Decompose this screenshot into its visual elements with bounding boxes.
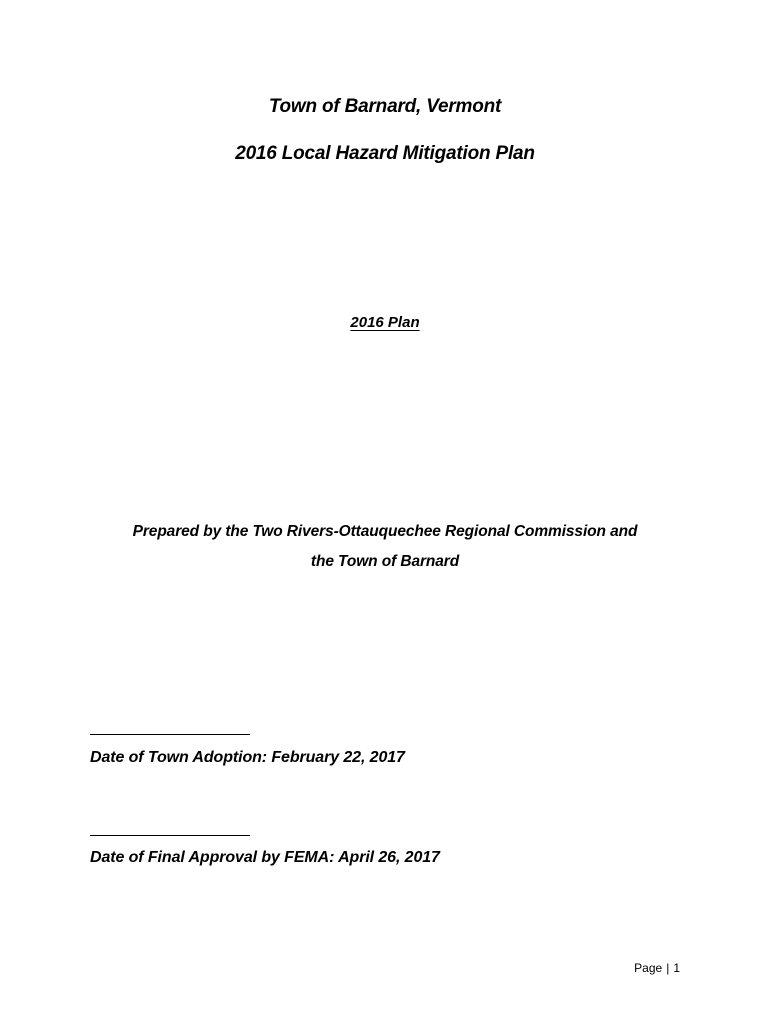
document-title-line-2: 2016 Local Hazard Mitigation Plan	[235, 143, 535, 164]
page-separator: |	[666, 961, 670, 975]
fema-approval-signature-line	[90, 835, 250, 836]
town-adoption-signature-line	[90, 734, 250, 735]
page-label: Page	[634, 961, 663, 975]
document-title-line-1: Town of Barnard, Vermont	[268, 96, 502, 117]
prepared-by-line-2: the Town of Barnard	[310, 553, 460, 570]
fema-approval-date: Date of Final Approval by FEMA: April 26, 2017	[90, 849, 440, 866]
prepared-by-line-1: Prepared by the Two Rivers-Ottauquechee Regional Commission and	[132, 523, 638, 540]
plan-label: 2016 Plan	[350, 314, 420, 331]
page-footer	[634, 961, 680, 975]
signature-rule	[90, 734, 250, 735]
page-number: 1	[673, 961, 680, 975]
signature-rule	[90, 835, 250, 836]
town-adoption-date: Date of Town Adoption: February 22, 2017	[90, 749, 405, 766]
